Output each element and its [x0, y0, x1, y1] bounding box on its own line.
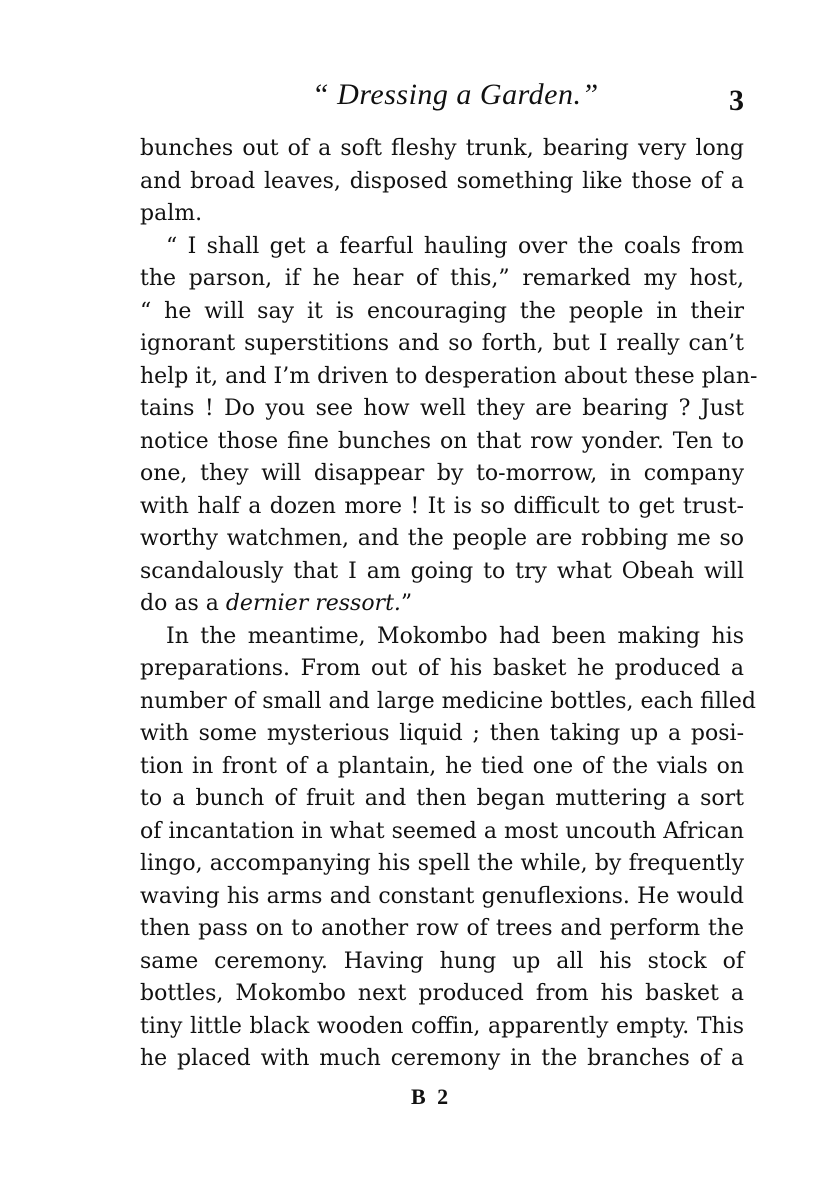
closing-line-suffix: ”	[400, 591, 413, 616]
text-line: and broad leaves, disposed something like those of a	[140, 168, 744, 194]
text-line: palm.	[140, 201, 203, 226]
running-title: “ Dressing a Garden.”	[312, 78, 599, 111]
text-line: tiny little black wooden coffin, apparently empty. This	[140, 1013, 744, 1039]
text-line: ignorant superstitions and so forth, but I really can’t	[140, 331, 744, 356]
text-line: bottles, Mokombo next produced from his basket a	[140, 981, 744, 1006]
text-line: one, they will disappear by to-morrow, in company	[140, 461, 744, 486]
closing-line-italic: dernier ressort.	[225, 591, 401, 616]
text-line: “ I shall get a fearful hauling over the coals from	[166, 233, 744, 259]
text-line: then pass on to another row of trees and perform the	[140, 916, 744, 941]
signature-mark: B 2	[411, 1084, 452, 1109]
text-line: “ he will say it is encouraging the people in their	[140, 298, 744, 324]
text-line: same ceremony. Having hung up all his stock of	[140, 948, 744, 974]
text-line: he placed with much ceremony in the branches of a	[140, 1046, 744, 1071]
text-line: with some mysterious liquid ; then taking up a posi-	[140, 721, 744, 746]
text-line: tion in front of a plantain, he tied one of the vials on	[140, 753, 744, 779]
text-line: preparations. From out of his basket he produced a	[140, 656, 744, 681]
text-line: waving his arms and constant genuflexions. He would	[140, 883, 744, 909]
text-line: tains ! Do you see how well they are bearing ? Just	[140, 396, 744, 421]
page-number: 3	[729, 84, 744, 117]
text-line: the parson, if he hear of this,” remarked my host,	[140, 266, 744, 291]
text-line: bunches out of a soft fleshy trunk, bearing very long	[140, 136, 744, 161]
text-line: to a bunch of fruit and then began muttering a sort	[140, 786, 744, 811]
text-line: with half a dozen more ! It is so difficult to get trust-	[140, 493, 744, 519]
text-line: notice those fine bunches on that row yonder. Ten to	[140, 428, 744, 454]
text-line-closing-quote	[140, 588, 744, 621]
text-line: In the meantime, Mokombo had been making his	[166, 623, 744, 649]
text-line: worthy watchmen, and the people are robbing me so	[140, 526, 744, 551]
body-text	[140, 133, 758, 1076]
text-line: scandalously that I am going to try what Obeah will	[140, 558, 744, 584]
running-head	[0, 78, 840, 118]
text-line: help it, and I’m driven to desperation about these plan-	[140, 363, 758, 389]
text-line: of incantation in what seemed a most uncouth African	[140, 818, 745, 844]
text-line: number of small and large medicine bottles, each filled	[140, 688, 756, 714]
text-line: lingo, accompanying his spell the while, by frequently	[140, 851, 744, 876]
closing-line-prefix: do as a	[140, 591, 226, 616]
